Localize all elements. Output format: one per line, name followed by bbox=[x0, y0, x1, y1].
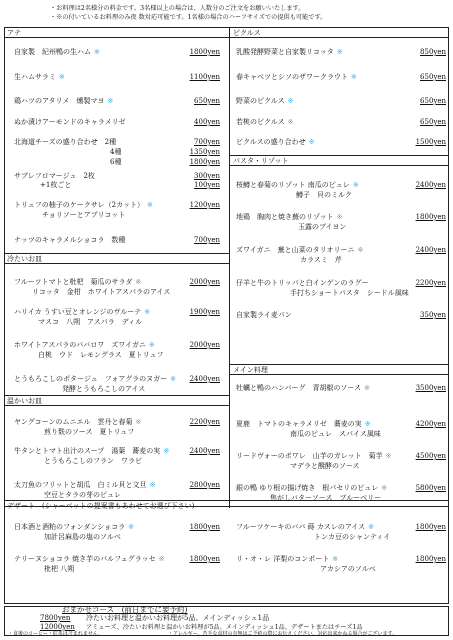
cold-item-name: ホワイトアスパラのババロワ ズワイガニ bbox=[14, 341, 146, 349]
omakase-price-2: 12000yen bbox=[40, 623, 75, 631]
main-item-desc: 焦がしバターソース ブルーベリー bbox=[270, 494, 382, 502]
warm-item-price: 2800yen bbox=[189, 481, 220, 489]
dessert_right-item-desc: トンカ豆のシャンティイ bbox=[314, 533, 391, 541]
section-header-warm: 温かいお皿 bbox=[4, 396, 229, 406]
dessert-item-price: 1800yen bbox=[189, 523, 220, 531]
pickles-item-price: 1500yen bbox=[415, 138, 446, 146]
cold-item-desc: 発酵とうもろこしのアイス bbox=[62, 385, 146, 393]
ate-item-price: 300yen bbox=[194, 172, 220, 180]
menu-notes bbox=[50, 4, 450, 22]
snowflake-icon: ※ bbox=[368, 523, 374, 531]
section-header-dessert: デザート (シャーベットの提案書もあわせてお選び下さい) bbox=[7, 502, 195, 510]
pasta-item-desc: 手打ちショートパスタ シードル風味 bbox=[290, 289, 409, 297]
pickles-item-name: ピクルスの盛り合わせ bbox=[236, 138, 306, 146]
pasta-item-price: 2200yen bbox=[415, 279, 446, 287]
main-item-name: 銀の鴨 ゆり根の揚げ焼き 根パセリのピュレ bbox=[236, 484, 379, 492]
snowflake-icon: ※ bbox=[170, 375, 177, 383]
pickles-item-name: 野菜のピクルス bbox=[236, 97, 285, 105]
snowflake-icon: ※ bbox=[158, 555, 165, 563]
warm-item-desc: 煎り麩のソース 夏トリュフ bbox=[44, 428, 135, 436]
snowflake-icon: ※ bbox=[287, 97, 294, 105]
main-item-price: 4200yen bbox=[415, 420, 446, 428]
main-item-desc: マデラと醗酵のソース bbox=[290, 462, 360, 470]
snowflake-icon: ※ bbox=[148, 341, 155, 349]
pickles-item-price: 650yen bbox=[420, 118, 446, 126]
dessert-item-desc: 枇杷 八朔 bbox=[44, 565, 75, 573]
ate-item-price: 1800yen bbox=[189, 48, 220, 56]
dessert_right-item-price: 1800yen bbox=[415, 555, 446, 563]
snowflake-icon: ※ bbox=[336, 48, 343, 56]
section-header-pasta: パスタ・リゾット bbox=[230, 156, 448, 166]
omakase-note-1: ・食後のコーヒー・紅茶は含まれません。 bbox=[8, 631, 104, 637]
cold-item-desc: 白桃 ウド レモングラス 夏トリュフ bbox=[38, 351, 164, 359]
cold-item-name: フルーツトマトと枇杷 菊瓜のサラダ bbox=[14, 278, 133, 286]
pasta-item-price: 1800yen bbox=[415, 213, 446, 221]
section-header-pickles: ピクルス bbox=[230, 28, 448, 38]
ate-item-price: 100yen bbox=[194, 181, 220, 189]
warm-item-name: ヤングコーンのムニエル 雲丹と春菊 bbox=[14, 418, 133, 426]
snowflake-icon: ※ bbox=[144, 308, 151, 316]
ate-item-name: サブレフロマージュ 2枚 bbox=[14, 172, 95, 180]
cold-item-desc: リコッタ 金柑 ホワイトアスパラのアイス bbox=[32, 288, 171, 296]
dessert_right-item-price: 1800yen bbox=[415, 523, 446, 531]
dessert-item-name: テリーヌショコラ 焼き芋のパルフェグラッセ bbox=[14, 555, 156, 563]
pasta-item-desc: 鱒子 貝のミルク bbox=[296, 191, 352, 199]
ate-item-price: 700yen bbox=[194, 138, 220, 146]
snowflake-icon: ※ bbox=[364, 384, 370, 392]
cold-item-price: 2000yen bbox=[189, 278, 220, 286]
omakase-note-2: ・アレルギー、苦手な食材の有無はご予約の際にお伝えください。対応出来かねる場合がございます。 bbox=[168, 631, 398, 637]
snowflake-icon: ※ bbox=[308, 138, 315, 146]
omakase-title: おまかせコース (前日までに要予約) bbox=[62, 605, 188, 614]
pasta-item-desc: 玉露のブイヨン bbox=[298, 223, 347, 231]
ate-item-price: 400yen bbox=[194, 118, 220, 126]
pasta-item-name: ズワイガニ 蕪と山菜のタリオリーニ bbox=[236, 246, 355, 254]
pickles-item-price: 650yen bbox=[420, 97, 446, 105]
dessert-frame bbox=[4, 500, 449, 604]
pasta-item-name: 地鶏 胸肉と焼き蕪のリゾット bbox=[236, 213, 334, 221]
omakase-price-1: 7800yen bbox=[40, 614, 71, 622]
snowflake-icon: ※ bbox=[94, 48, 100, 56]
warm-item-price: 2400yen bbox=[189, 447, 220, 455]
snowflake-icon: ※ bbox=[364, 420, 371, 428]
dessert_right-item-name: フルーツケーキのババ 蒔 カスレのアイス bbox=[236, 523, 366, 531]
section-header-ate: アテ bbox=[4, 28, 229, 38]
ate-item-name: 6種 bbox=[110, 158, 122, 166]
snowflake-icon: ※ bbox=[332, 555, 339, 563]
snowflake-icon: ※ bbox=[135, 418, 142, 426]
snowflake-icon: ※ bbox=[163, 447, 170, 455]
dessert-item-price: 1800yen bbox=[189, 555, 220, 563]
warm-item-desc: 空豆とタラの芽のピュレ bbox=[44, 491, 121, 499]
warm-item-desc: とうもろこしのフラン ワラビ bbox=[44, 457, 142, 465]
dessert-item-desc: 加計呂麻島の塩のソルベ bbox=[44, 533, 121, 541]
cold-item-name: とうもろこしのポタージュ フォアグラのヌガー bbox=[14, 375, 168, 383]
snowflake-icon: ※ bbox=[287, 118, 294, 126]
ate-item-name: 4種 bbox=[110, 148, 122, 156]
cold-item-desc: マスコ 八朔 アスパラ ディル bbox=[38, 318, 143, 326]
snowflake-icon: ※ bbox=[58, 73, 65, 81]
pasta-item-price: 350yen bbox=[420, 311, 446, 319]
note-line: ・※の付いているお料理のみ夜 数対応可能です。1名様の場合のハーフサイズでの提供も可能です。 bbox=[50, 14, 327, 21]
ate-item-desc: チョリソーとアプリコット bbox=[42, 211, 126, 219]
pasta-item-name: 自家製ライ麦パン bbox=[236, 311, 292, 319]
ate-item-price: 1200yen bbox=[189, 201, 220, 209]
omakase-desc-1: 冷たいお料理と温かいお料理が5品、メインディッシュ1品 bbox=[86, 614, 270, 622]
pickles-item-price: 850yen bbox=[420, 48, 446, 56]
main-item-name: 牡蠣と鴨のハンバーグ 青胡椒のソース bbox=[236, 384, 362, 392]
ate-item-name: ナッツのキャラメルショコラ 数種 bbox=[14, 236, 126, 244]
snowflake-icon: ※ bbox=[385, 452, 392, 460]
pasta-item-price: 2400yen bbox=[415, 181, 446, 189]
ate-item-name: 北海道チーズの盛り合わせ 2種 bbox=[14, 138, 117, 146]
pasta-item-desc: カラスミ 芹 bbox=[300, 256, 342, 264]
warm-item-price: 2200yen bbox=[189, 418, 220, 426]
snowflake-icon: ※ bbox=[107, 97, 114, 105]
snowflake-icon: ※ bbox=[149, 481, 156, 489]
main-item-name: 夏鹿 トマトのキャラメリゼ 蕎麦の実 bbox=[236, 420, 362, 428]
ate-item-price: 700yen bbox=[194, 236, 220, 244]
snowflake-icon: ※ bbox=[381, 484, 388, 492]
ate-item-name: 自家製 紀州鴨の生ハム bbox=[14, 48, 91, 56]
omakase-desc-2: アミューズ、冷たいお料理と温かいお料理が5品、メインディッシュ1品、デザートまたはチーズ1品 bbox=[86, 624, 363, 631]
note-line: ・お料理は2名様分の料金です。3名様以上の場合は、人数分のご注文をお願いいたします。 bbox=[50, 5, 305, 12]
pickles-item-name: 若桃のピクルス bbox=[236, 118, 285, 126]
pickles-item-name: 春キャベツとシソのザワークラウト bbox=[236, 73, 348, 81]
warm-item-name: 牛タンとトマト出汁のスープ 湯葉 蕎麦の実 bbox=[14, 447, 161, 455]
snowflake-icon: ※ bbox=[147, 201, 153, 209]
main-item-price: 5800yen bbox=[415, 484, 446, 492]
cold-item-price: 2000yen bbox=[189, 341, 220, 349]
cold-item-price: 1900yen bbox=[189, 308, 220, 316]
section-header-main: メイン料理 bbox=[230, 365, 448, 375]
ate-item-price: 1800yen bbox=[189, 158, 220, 166]
warm-item-name: 太刀魚のフリットと胡瓜 白ミル貝と文旦 bbox=[14, 481, 147, 489]
column-divider bbox=[229, 28, 230, 508]
snowflake-icon: ※ bbox=[352, 181, 359, 189]
cold-item-name: ハリイカ うすい豆とオレンジのヴルーテ bbox=[14, 308, 142, 316]
ate-item-name: 鶏ハツのアタリメ 燻製マヨ bbox=[14, 97, 105, 105]
pickles-item-price: 650yen bbox=[420, 73, 446, 81]
snowflake-icon: ※ bbox=[351, 73, 357, 81]
ate-item-name: +1枚ごと bbox=[40, 181, 72, 189]
main-item-name: リードヴォーのポワレ 山芋のガレット 菊芋 bbox=[236, 452, 383, 460]
pickles-item-name: 乳酸発酵野菜と自家製リコッタ bbox=[236, 48, 334, 56]
dessert_right-item-desc: アカシアのソルベ bbox=[320, 565, 376, 573]
main-item-price: 3500yen bbox=[415, 384, 446, 392]
ate-item-price: 650yen bbox=[194, 97, 220, 105]
ate-item-name: 生ハムサラミ bbox=[14, 73, 56, 81]
main-item-desc: 南瓜のピュレ スパイス風味 bbox=[290, 430, 381, 438]
snowflake-icon: ※ bbox=[336, 213, 343, 221]
pasta-item-name: 桜鱒と春菊のリゾット 南瓜のピュレ bbox=[236, 181, 350, 189]
ate-item-price: 1350yen bbox=[189, 148, 220, 156]
snowflake-icon: ※ bbox=[135, 278, 142, 286]
ate-item-name: トリュフの柚子のケークサレ（2カット） bbox=[14, 201, 145, 209]
pasta-item-name: 仔羊と牛のトリッパと白インゲンのラグー bbox=[236, 279, 369, 287]
ate-item-price: 1100yen bbox=[189, 73, 220, 81]
pasta-item-price: 2400yen bbox=[415, 246, 446, 254]
snowflake-icon: ※ bbox=[357, 246, 364, 254]
dessert_right-item-name: リ・オ・レ 洋梨のコンポート bbox=[236, 555, 330, 563]
dessert-item-name: 日本酒と酒粕のフォンダンショコラ bbox=[14, 523, 126, 531]
section-header-cold: 冷たいお皿 bbox=[4, 254, 229, 264]
ate-item-name: ぬか漬けアーモンドのキャラメリゼ bbox=[14, 118, 126, 126]
cold-item-price: 2400yen bbox=[189, 375, 220, 383]
main-item-price: 4500yen bbox=[415, 452, 446, 460]
snowflake-icon: ※ bbox=[128, 523, 134, 531]
